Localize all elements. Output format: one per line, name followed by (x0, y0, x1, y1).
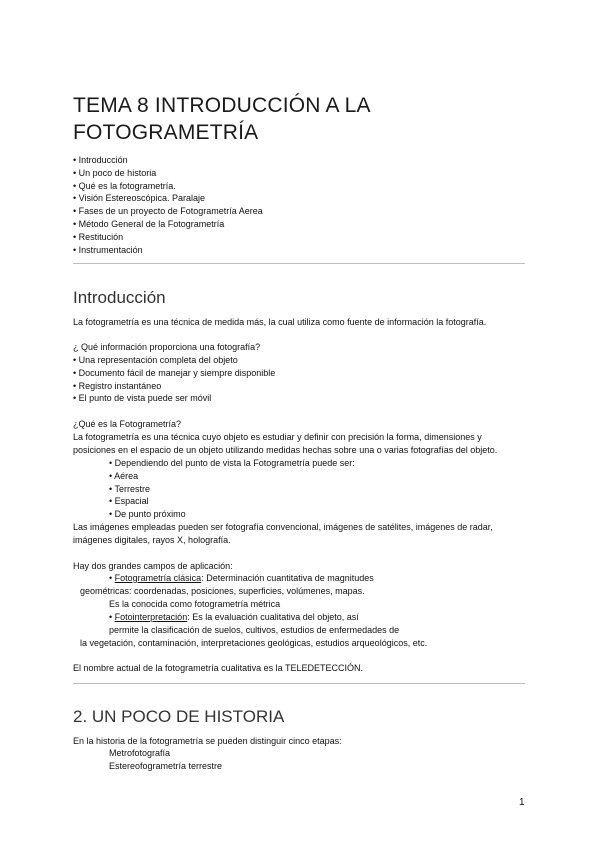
field-classic-line: Es la conocida como fotogrametría métrica (109, 599, 281, 609)
toc-item: • Método General de la Fotogrametría (73, 218, 225, 229)
field-term-classic: Fotogrametría clásica (114, 573, 202, 583)
toc-item: • Visión Estereoscópica. Paralaje (73, 193, 206, 204)
field-interpretation (109, 611, 359, 624)
toc-item: • Un poco de historia (73, 167, 157, 178)
images-line: imágenes digitales, rayos X, holografía. (73, 535, 231, 545)
toc-item: • Fases de un proyecto de Fotogrametría Aerea (73, 206, 263, 217)
field-interpretation-line: permite la clasificación de suelos, cultivos, estudios de enfermedades de (109, 625, 400, 635)
toc-item: • Restitución (73, 231, 124, 242)
page-number: 1 (519, 797, 525, 808)
question-definition: ¿Qué es la Fotogrametría? (73, 419, 182, 429)
field-bullet: • (109, 573, 115, 583)
remote-sensing-note: El nombre actual de la fotogrametría cualitativa es la TELEDETECCIÓN. (73, 663, 363, 673)
toc-item: • Introducción (73, 155, 128, 165)
field-desc: : Es la evaluación cualitativa del objeto, así (187, 612, 359, 622)
history-stage: Estereofogrametría terrestre (109, 761, 223, 771)
section-divider (73, 263, 525, 264)
images-line: Las imágenes empleadas pueden ser fotografía convencional, imágenes de satélites, imágenes de radar, (73, 522, 493, 532)
history-paragraph: En la historia de la fotogrametría se pueden distinguir cinco etapas: (73, 736, 342, 746)
type-item: • De punto próximo (109, 509, 186, 519)
history-heading: 2. UN POCO DE HISTORIA (73, 707, 285, 726)
info-item: • Documento fácil de manejar y siempre disponible (73, 368, 276, 378)
type-item: • Terrestre (109, 484, 150, 494)
field-interpretation-line: la vegetación, contaminación, interpretaciones geológicas, estudios arqueológicos, etc. (80, 638, 428, 648)
field-desc: : Determinación cuantitativa de magnitudes (201, 573, 374, 583)
info-item: • Una representación completa del objeto (73, 355, 238, 365)
field-classic (109, 572, 374, 585)
definition-line: La fotogrametría es una técnica cuyo objeto es estudiar y definir con precisión la forma, dimensiones y (73, 432, 482, 442)
history-stage: Metrofotografía (109, 748, 171, 758)
question-info: ¿ Qué información proporciona una fotografía? (73, 342, 261, 352)
document-title (73, 92, 371, 146)
title-line-1: TEMA 8 INTRODUCCIÓN A LA (73, 94, 371, 117)
intro-heading: Introducción (73, 288, 166, 307)
field-term-interpretation: Fotointerpretación (114, 612, 188, 622)
toc-item: • Qué es la fotogrametría. (73, 180, 176, 191)
type-item: • Dependiendo del punto de vista la Fotogrametría puede ser: (109, 458, 355, 468)
table-of-contents (73, 154, 263, 256)
info-item: • Registro instantáneo (73, 381, 162, 391)
field-bullet: • (109, 612, 115, 622)
toc-item: • Instrumentación (73, 244, 143, 255)
section-divider (73, 683, 525, 684)
title-line-2: FOTOGRAMETRÍA (73, 121, 259, 144)
intro-paragraph: La fotogrametría es una técnica de medida más, la cual utiliza como fuente de información la fotografía. (73, 317, 487, 327)
field-classic-line: geométricas: coordenadas, posiciones, superficies, volúmenes, mapas. (80, 586, 365, 596)
type-item: • Espacial (109, 496, 149, 506)
fields-intro: Hay dos grandes campos de aplicación: (73, 561, 233, 571)
info-item: • El punto de vista puede ser móvil (73, 393, 212, 403)
type-item: • Aérea (109, 471, 139, 481)
definition-line: posiciones en el espacio de un objeto utilizando medidas hechas sobre una o varias fotografías del objeto. (73, 445, 498, 455)
